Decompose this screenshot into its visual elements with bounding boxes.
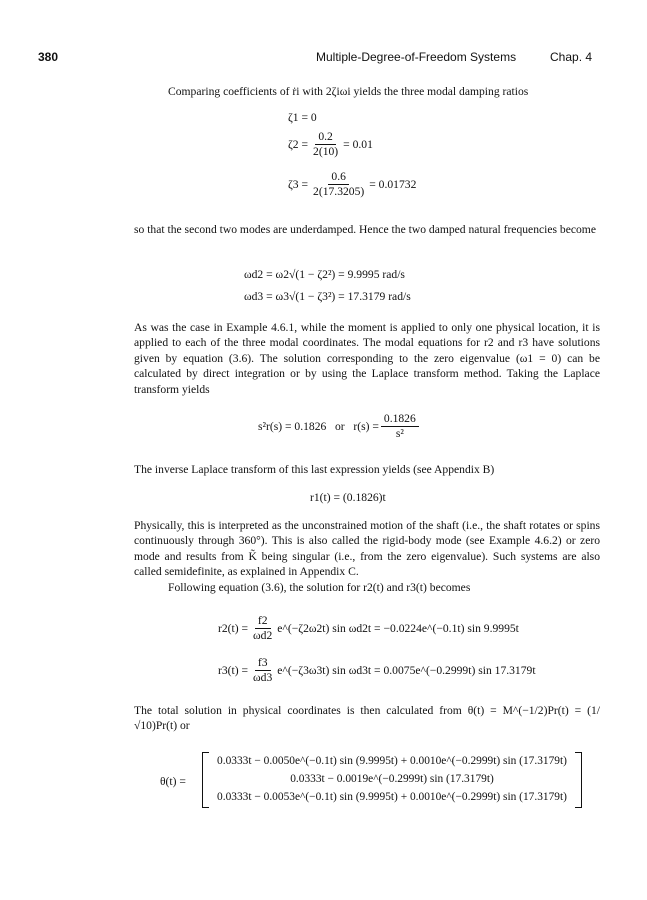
- paragraph-inverse-laplace: The inverse Laplace transform of this last expression yields (see Appendix B): [134, 463, 495, 476]
- zeta3-denominator: 2(17.3205): [313, 185, 365, 198]
- r3-rhs: e^(−ζ3ω3t) sin ωd3t = 0.0075e^(−0.2999t) sin 17.3179t: [277, 664, 536, 677]
- r2-rhs: e^(−ζ2ω2t) sin ωd2t = −0.0224e^(−0.1t) sin 9.9995t: [277, 622, 519, 635]
- zeta2-lhs: ζ2 =: [288, 138, 309, 151]
- running-title: Multiple-Degree-of-Freedom Systems: [316, 50, 517, 64]
- laplace-lhs: s²r(s) = 0.1826 or r(s) =: [258, 420, 379, 433]
- zeta2-rhs: = 0.01: [343, 138, 373, 151]
- laplace-fraction: [381, 412, 419, 441]
- paragraph-following: Following equation (3.6), the solution for r2(t) and r3(t) becomes: [168, 581, 471, 594]
- equation-zeta1: ζ1 = 0: [288, 111, 317, 124]
- r3-denominator: ωd3: [253, 671, 273, 684]
- page-number: 380: [38, 50, 59, 64]
- zeta2-denominator: 2(10): [313, 145, 339, 158]
- r3-fraction: [250, 656, 275, 685]
- r2-lhs: r2(t) =: [218, 622, 249, 635]
- r2-numerator: f2: [255, 614, 271, 629]
- zeta2-fraction: [310, 130, 341, 159]
- equation-zeta3: [288, 170, 416, 199]
- equation-wd3: ωd3 = ω3√(1 − ζ3²) = 17.3179 rad/s: [244, 290, 411, 303]
- equation-r3: [218, 656, 536, 685]
- equation-r1: r1(t) = (0.1826)t: [310, 491, 386, 504]
- theta-row-3: 0.0333t − 0.0053e^(−0.1t) sin (9.9995t) + 0.0010e^(−0.2999t) sin (17.3179t): [217, 791, 567, 803]
- zeta3-numerator: 0.6: [328, 170, 349, 185]
- r2-denominator: ωd2: [253, 629, 273, 642]
- paragraph-rigid-body: Physically, this is interpreted as the unconstrained motion of the shaft (i.e., the shaft rotates or spins continuously through 360°). This is also called the rigid-body mode (see Example 4.6.2) or zero mode and results from K̃ being singular (i.e., from the zero eigenvalue). Such systems are also called semidefinite, as explained in Appendix C.: [134, 519, 600, 579]
- paragraph-laplace-intro: As was the case in Example 4.6.1, while the moment is applied to only one physical location, it is applied to each of the three modal coordinates. The modal equations for r2 and r3 have solutions given by equation (3.6). The solution corresponding to the zero eigenvalue (ω1 = 0) can be calculated by direct integration or by using the Laplace transform method. Taking the Laplace transform yields: [134, 321, 600, 396]
- equation-wd2: ωd2 = ω2√(1 − ζ2²) = 9.9995 rad/s: [244, 268, 405, 281]
- r3-numerator: f3: [255, 656, 271, 671]
- theta-row-2: 0.0333t − 0.0019e^(−0.2999t) sin (17.3179t): [290, 773, 494, 785]
- paragraph-total-solution: The total solution in physical coordinates is then calculated from θ(t) = M^(−1/2)Pr(t) = (1/√10)Pr(t) or: [134, 704, 600, 733]
- zeta3-fraction: [310, 170, 367, 199]
- zeta3-lhs: ζ3 =: [288, 178, 309, 191]
- paragraph-underdamped: so that the second two modes are underdamped. Hence the two damped natural frequencies become: [134, 223, 596, 236]
- theta-row-1: 0.0333t − 0.0050e^(−0.1t) sin (9.9995t) + 0.0010e^(−0.2999t) sin (17.3179t): [217, 755, 567, 767]
- paragraph-modal-damping: Comparing coefficients of ṙi with 2ζiωi yields the three modal damping ratios: [168, 85, 529, 98]
- equation-laplace: [258, 412, 421, 441]
- zeta3-rhs: = 0.01732: [369, 178, 417, 191]
- r2-fraction: [250, 614, 275, 643]
- equation-r2: [218, 614, 519, 643]
- equation-zeta2: [288, 130, 373, 159]
- theta-matrix: [202, 752, 582, 808]
- theta-lhs: θ(t) =: [160, 775, 186, 788]
- laplace-numerator: 0.1826: [381, 412, 419, 427]
- chapter-label: Chap. 4: [550, 50, 593, 64]
- laplace-denominator: s²: [395, 427, 404, 440]
- zeta2-numerator: 0.2: [315, 130, 336, 145]
- r3-lhs: r3(t) =: [218, 664, 249, 677]
